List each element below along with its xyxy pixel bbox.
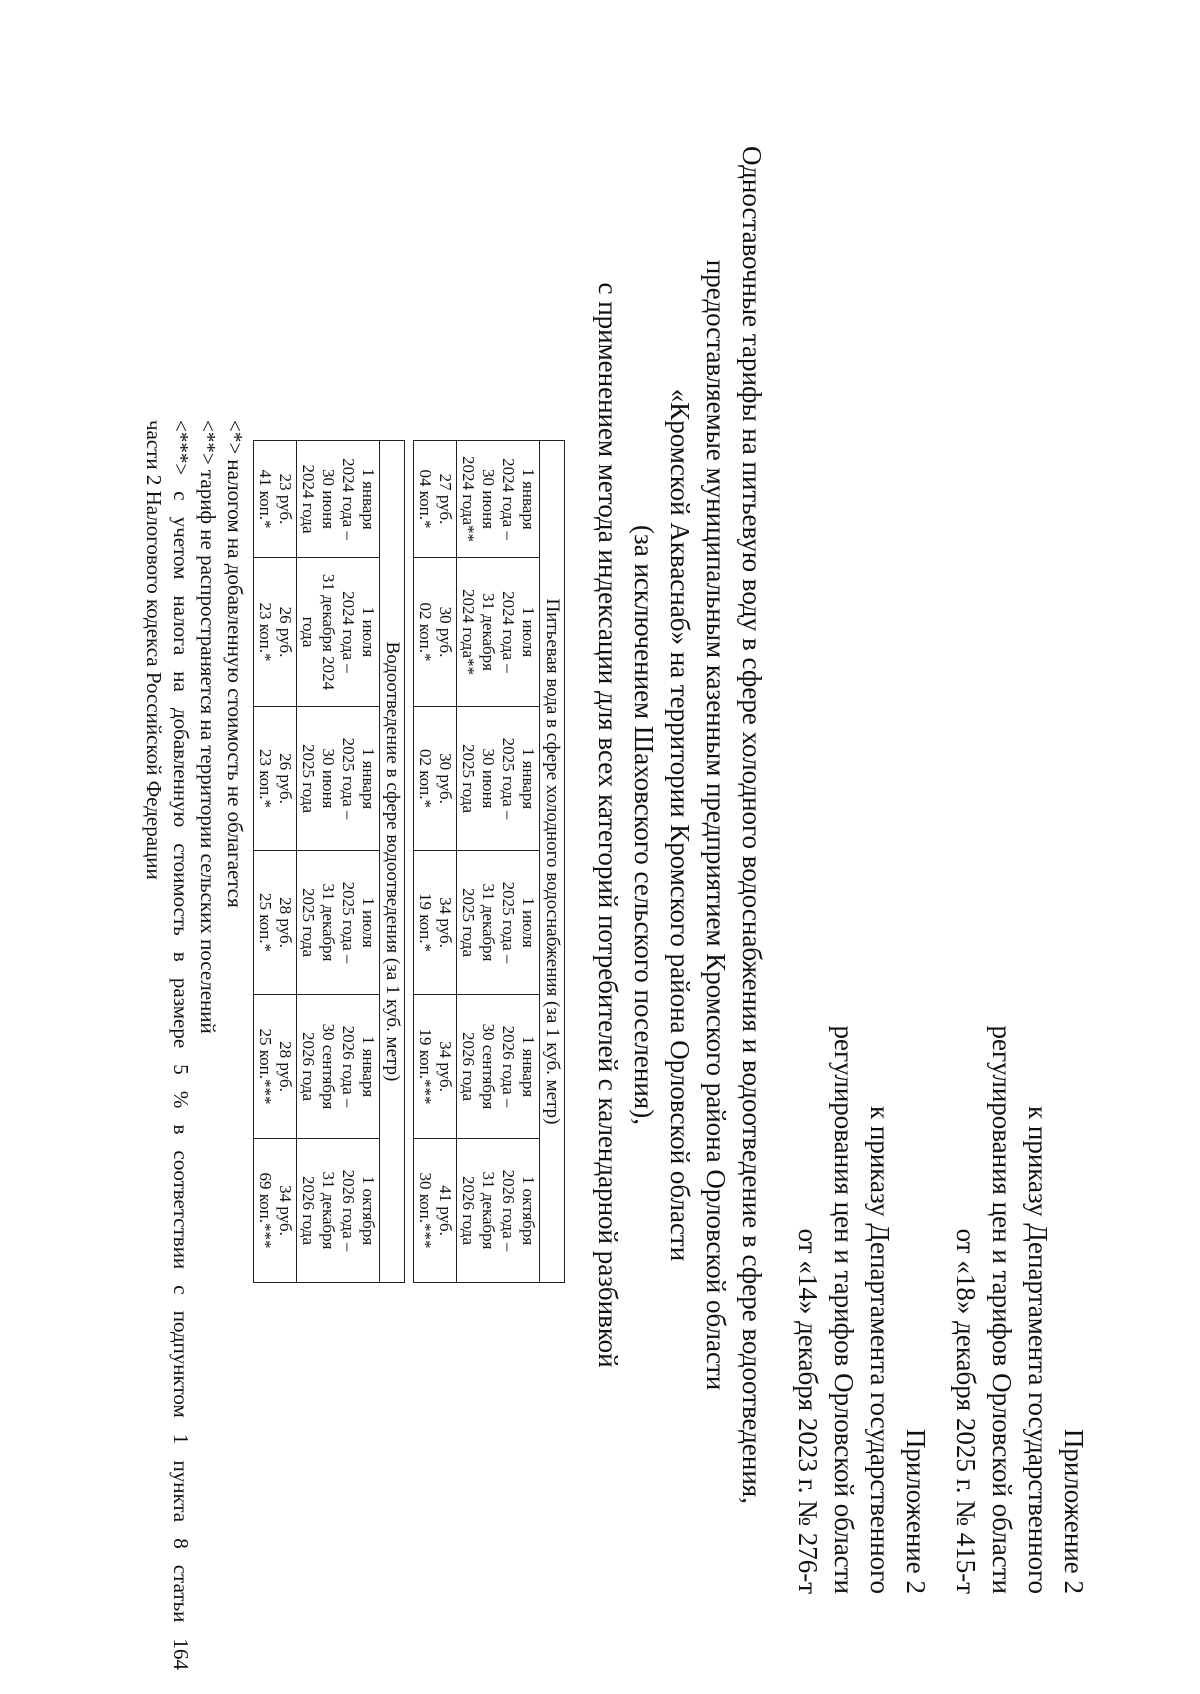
rate-cell [254, 851, 297, 995]
period-cell [457, 995, 540, 1139]
period-text: 31 декабря [479, 593, 498, 671]
period-text: 1 января [359, 1035, 378, 1098]
rate-cell [414, 441, 457, 558]
title-line: Одноставочные тарифы на питьевую воду в сфере холодного водоснабжения и водоотведение в сфере водоотведения, [737, 146, 767, 1504]
document-title [590, 110, 770, 1540]
appendix-date-line: от «18» декабря 2025 г. № 415-т [951, 1228, 981, 1594]
period-text: 2025 года [299, 743, 318, 813]
table-section-header: Питьевая вода в сфере холодного водоснабжения (за 1 куб. метр) [540, 441, 565, 1283]
period-text: 1 июля [359, 606, 378, 658]
period-text: 31 декабря [319, 883, 338, 962]
rate-text: 28 руб. [276, 897, 295, 948]
period-text: 2025 года [459, 887, 478, 957]
rate-text: 26 руб. [276, 606, 295, 658]
table-gap-cell [405, 441, 414, 1283]
period-text: 31 декабря [479, 883, 498, 962]
rate-cell [254, 441, 297, 558]
period-text: 30 июня [479, 748, 498, 809]
rate-text: 19 коп.*** [416, 1028, 435, 1105]
rate-text: 34 руб. [436, 1041, 455, 1092]
rate-text: 19 коп.* [416, 893, 435, 952]
period-text: 30 июня [479, 469, 498, 529]
period-cell [457, 558, 540, 707]
period-text: 1 октября [519, 1175, 538, 1246]
footnotes [140, 420, 248, 1670]
period-text: 2024 года** [459, 588, 478, 675]
footnote-rural: <**> тариф не распространяется на территории сельских поселений [196, 420, 220, 1034]
rate-text: 30 руб. [436, 753, 455, 804]
period-text: 1 января [519, 1035, 538, 1098]
footnote-vat-5: <***> с учетом налога на добавленную стоимость в размере 5 % в соответствии с подпунктом 1 пункта 8 статьи 164 [169, 420, 193, 1670]
rate-cell [254, 1139, 297, 1283]
tariff-table [253, 440, 565, 1283]
period-text: 2026 года [459, 1031, 478, 1101]
rate-row [254, 441, 297, 1283]
title-line: «Кромской Акваснаб» на территории Кромского района Орловской области [665, 388, 695, 1262]
title-line: (за исключением Шаховского сельского поселения), [629, 525, 659, 1125]
footnote-vat-5-cont: части 2 Налогового кодекса Российской Федерации [142, 420, 166, 880]
rate-cell [414, 558, 457, 707]
rate-text: 28 руб. [276, 1041, 295, 1092]
period-text: 2026 года – [499, 1169, 518, 1252]
rate-text: 34 руб. [276, 1185, 295, 1236]
rate-text: 02 коп.* [416, 602, 435, 662]
appendix-label: Приложение 2 [901, 1428, 931, 1594]
period-cell [297, 995, 380, 1139]
footnote-vat-exempt: <*> налогом на добавленную стоимость не облагается [223, 420, 247, 908]
rate-text: 30 руб. [436, 606, 455, 658]
rate-cell [414, 995, 457, 1139]
period-text: 2024 года – [339, 458, 358, 540]
period-text: 30 июня [319, 469, 338, 529]
appendix-date-line: от «14» декабря 2023 г. № 276-т [793, 1228, 823, 1594]
period-text: 2024 года – [499, 591, 518, 673]
table-gap-row [405, 441, 414, 1283]
period-text: 2024 года** [459, 455, 478, 542]
rate-text: 69 коп.*** [256, 1172, 275, 1249]
period-text: 1 января [359, 747, 378, 810]
period-row [297, 441, 380, 1283]
rate-cell [254, 558, 297, 707]
rate-cell [414, 707, 457, 851]
period-cell [457, 851, 540, 995]
period-text: 1 октября [359, 1175, 378, 1246]
period-cell [297, 441, 380, 558]
rate-text: 25 коп.*** [256, 1028, 275, 1105]
rate-text: 25 коп.* [256, 893, 275, 952]
period-cell [297, 1139, 380, 1283]
rate-text: 23 коп.* [256, 749, 275, 808]
appendix-order-line: к приказу Департамента государственного [1023, 1106, 1053, 1594]
appendix-label: Приложение 2 [1059, 1428, 1089, 1594]
rate-text: 30 коп.*** [416, 1172, 435, 1249]
period-text: 31 декабря [479, 1171, 498, 1250]
rate-text: 23 коп.* [256, 602, 275, 662]
period-text: 2025 года – [339, 881, 358, 964]
period-text: 30 июня [319, 748, 338, 809]
appendix-header-old [790, 1025, 934, 1594]
rate-row [414, 441, 457, 1283]
period-text: 31 декабря [319, 1171, 338, 1250]
appendix-authority-line: регулирования цен и тарифов Орловской области [829, 1025, 859, 1594]
rate-text: 27 руб. [436, 473, 455, 525]
period-cell [297, 851, 380, 995]
appendix-authority-line: регулирования цен и тарифов Орловской области [987, 1025, 1017, 1594]
rate-text: 34 руб. [436, 897, 455, 948]
period-text: 2026 года [299, 1031, 318, 1101]
period-text: 2026 года – [339, 1169, 358, 1252]
period-text: 1 июля [519, 897, 538, 948]
period-text: 2025 года – [339, 737, 358, 820]
period-text: 1 января [519, 468, 538, 530]
period-text: 2026 года [299, 1175, 318, 1245]
rate-cell [414, 1139, 457, 1283]
rate-text: 41 руб. [436, 1185, 455, 1236]
period-text: 2025 года – [499, 881, 518, 964]
period-text: года [299, 616, 318, 648]
period-cell [457, 1139, 540, 1283]
rate-text: 04 коп.* [416, 469, 435, 529]
appendix-header-new [948, 1025, 1092, 1594]
period-text: 1 января [359, 468, 378, 530]
rate-text: 26 руб. [276, 753, 295, 804]
rate-cell [414, 851, 457, 995]
appendix-order-line: к приказу Департамента государственного [865, 1106, 895, 1594]
period-text: 2026 года – [339, 1025, 358, 1108]
rate-text: 02 коп.* [416, 749, 435, 808]
period-text: 1 января [519, 747, 538, 810]
title-line: предоставляемые муниципальным казенным предприятием Кромского района Орловской области [701, 259, 731, 1391]
period-text: 2025 года [459, 743, 478, 813]
period-cell [457, 707, 540, 851]
period-text: 1 июля [519, 606, 538, 658]
period-text: 2024 года – [339, 591, 358, 673]
period-text: 2024 года – [499, 458, 518, 540]
period-text: 1 июля [359, 897, 378, 948]
period-text: 2026 года [459, 1175, 478, 1245]
period-text: 2025 года – [499, 737, 518, 820]
title-line: с применением метода индексации для всех категорий потребителей с календарной разбивкой [593, 282, 623, 1368]
rate-text: 23 руб. [276, 473, 295, 525]
period-text: 2024 года [299, 464, 318, 534]
period-row [457, 441, 540, 1283]
period-text: 2025 года [299, 887, 318, 957]
table-section-row [540, 441, 565, 1283]
table-section-header: Водоотведение в сфере водоотведения (за 1 куб. метр) [380, 441, 405, 1283]
period-text: 30 сентября [479, 1023, 498, 1110]
period-cell [297, 558, 380, 707]
table-section-row [380, 441, 405, 1283]
period-cell [457, 441, 540, 558]
rate-text: 41 коп.* [256, 469, 275, 529]
rate-cell [254, 707, 297, 851]
period-text: 2026 года – [499, 1025, 518, 1108]
period-text: 31 декабря 2024 [319, 573, 338, 691]
period-cell [297, 707, 380, 851]
rate-cell [254, 995, 297, 1139]
period-text: 30 сентября [319, 1023, 338, 1110]
